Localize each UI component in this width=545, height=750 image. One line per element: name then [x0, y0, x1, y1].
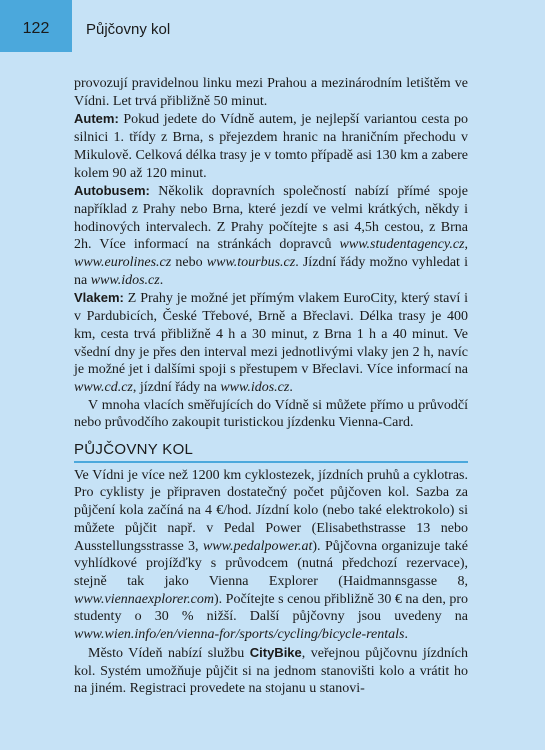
- bike-rentals-section: [74, 467, 468, 698]
- text-run: ,: [464, 237, 468, 253]
- bold-lead-term: Autobusem:: [74, 183, 150, 199]
- bold-lead-term: Autem:: [74, 111, 119, 127]
- url-text: www.cd.cz: [74, 379, 133, 395]
- paragraph: [74, 397, 468, 432]
- url-text: www.idos.cz: [220, 379, 290, 395]
- text-run: Z Prahy je možné jet přímým vlakem EuroCity, který staví i v Pardubicích, České Třebové, Brně a Břeclavi. Délka trasy je 400 km, cesta trvá přibližně 4 h a 30 minut, z Brna 1 h a 40 minut. Ve všední dny je přes den interval mezi jednotlivými vlaky jen 2 h, navíc je možné jet i dalšími spoji s přestupem v Břeclavi. Více informací na: [74, 291, 468, 378]
- url-text: www.idos.cz: [90, 272, 160, 288]
- paragraph: [74, 467, 468, 644]
- page-number-tab: [0, 0, 72, 52]
- bold-lead-term: CityBike: [249, 644, 302, 660]
- transport-section: [74, 75, 468, 432]
- url-text: www.wien.info/en/vienna-for/sports/cycling/bicycle-rentals: [74, 627, 405, 643]
- text-run: provozují pravidelnou linku mezi Prahou a mezinárodním letištěm ve Vídni. Let trvá přibližně 50 minut.: [74, 76, 468, 109]
- url-text: www.studentagency.cz: [339, 237, 465, 253]
- paragraph: [74, 110, 468, 182]
- text-run: .: [289, 379, 293, 395]
- text-run: nebo: [171, 255, 207, 271]
- text-run: ). Půjčovna organizuje také vyhlídkové projížďky s průvodcem (nutná předchozí rezervace), stejně tak jako Vienna Explorer (Haidmannsgasse 8,: [74, 538, 468, 589]
- text-run: V mnoha vlacích směřujících do Vídně si můžete přímo u průvodčí nebo průvodčího zakoupit turistickou jízdenku Vienna-Card.: [74, 397, 468, 431]
- text-run: Několik dopravních společností nabízí přímé spoje například z Prahy nebo Brna, které jezdí ve velmi krátkých, někdy i hodinových intervalech. Z Prahy počítejte s asi 4,5h cestou, z Brna 2h. Více informací na stránkách dopravců: [74, 184, 468, 253]
- paragraph: [74, 182, 468, 289]
- paragraph: [74, 289, 468, 396]
- text-run: ). Počítejte s cenou přibližně 30 € na den, pro studenty o 30 % nižší. Další půjčovny jsou uvedeny na: [74, 591, 468, 625]
- page-header: [0, 0, 545, 62]
- paragraph: [74, 644, 468, 698]
- page-number: 122: [22, 20, 50, 37]
- text-run: , veřejnou půjčovnu jízdních kol. Systém umožňuje půjčit si na jednom stanovišti kolo a vrátit ho na jiném. Registraci provedete na stojanu u stanovi-: [74, 645, 468, 697]
- url-text: www.pedalpower.at: [202, 538, 313, 554]
- text-run: Ve Vídni je více než 1200 km cyklostezek, jízdních pruhů a cyklotras. Pro cyklisty je připraven dostatečný počet půjčoven kol. Sazba za půjčení kola začíná na 4 €/hod. Jízdní kolo (nebo také elektrokolo) si můžete půjčit např. v Pedal Power (Elisabethstrasse 13 nebo Ausstellungsstrasse 3,: [74, 467, 468, 554]
- text-run: .: [159, 272, 164, 288]
- bold-lead-term: Vlakem:: [74, 290, 124, 306]
- text-run: Město Vídeň nabízí službu: [88, 645, 250, 661]
- text-run: . Jízdní řády možno vyhledat i na: [74, 255, 468, 288]
- text-run: , jízdní řády na: [132, 379, 221, 395]
- running-title: Půjčovny kol: [86, 21, 171, 38]
- page-body: [74, 75, 468, 698]
- url-text: www.viennaexplorer.com: [74, 591, 214, 607]
- paragraph: [74, 75, 468, 110]
- text-run: .: [404, 627, 408, 643]
- url-text: www.eurolines.cz: [74, 255, 172, 271]
- url-text: www.tourbus.cz: [206, 255, 296, 271]
- text-run: Pokud jedete do Vídně autem, je nejlepší variantou cesta po silnici 1. třídy z Brna, s přejezdem hranic na hraničním přechodu v Mikulově. Celková délka trasy je v tomto případě asi 130 km a zabere kolem 90 až 120 minut.: [74, 112, 468, 181]
- section-heading-bike-rentals: PŮJČOVNY KOL: [74, 441, 468, 463]
